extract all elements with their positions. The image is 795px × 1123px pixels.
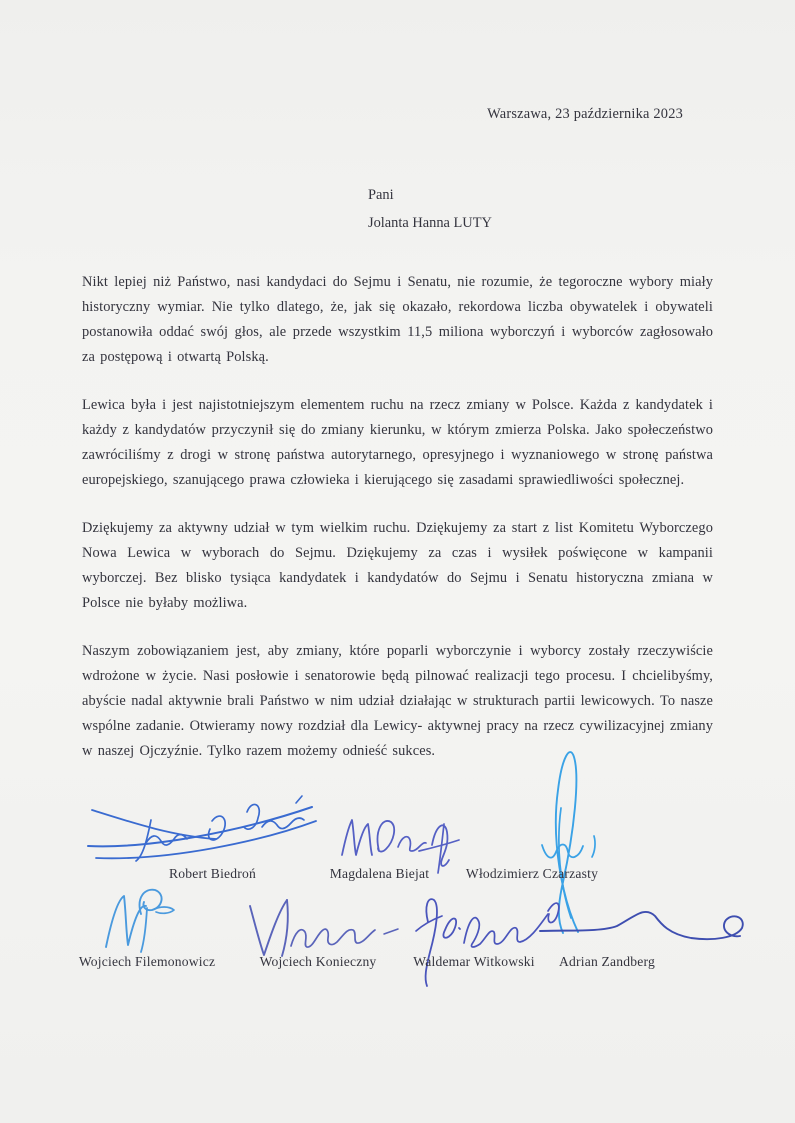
signatory-name-wojciech-filemonowicz: Wojciech Filemonowicz (78, 954, 216, 969)
paragraph-3: Dziękujemy za aktywny udział w tym wielkim ruchu. Dziękujemy za start z list Komitetu Wyborczego Nowa Lewica w wyborach do Sejmu. Dziękujemy za czas i wysiłek poświęcone w kampanii wyborczej. Bez blisko tysiąca kandydatek i kandydatów do Sejmu i Senatu historyczna zmiana w Polsce nie byłaby możliwa. (82, 520, 713, 611)
paragraph-1: Nikt lepiej niż Państwo, nasi kandydaci do Sejmu i Senatu, nie rozumie, że tegoroczne wybory miały historyczny wymiar. Nie tylko dlatego, że, jak się okazało, rekordowa liczba obywatelek i obywateli postanowiła oddać swój głos, ale przede wszystkim 11,5 miliona wyborczyń i wyborców zagłosowało za postępową i otwartą Polską. (82, 274, 713, 365)
signature-waldemar-witkowski-ink (416, 899, 559, 986)
date-line: Warszawa, 23 października 2023 (487, 106, 683, 122)
signatory-name-magdalena-biejat: Magdalena Biejat (329, 866, 430, 881)
signatory-name-robert-biedron: Robert Biedroń (169, 866, 256, 881)
recipient-name: Jolanta Hanna LUTY (368, 215, 492, 231)
paragraph-2: Lewica była i jest najistotniejszym elementem ruchu na rzecz zmiany w Polsce. Każda z kandydatek i każdy z kandydatów przyczynił się do zmiany kierunku, w którym zmierza Polska. Jako społeczeństwo zawróciliśmy z drogi w stronę państwa autorytarnego, opresyjnego i wyznaniowego w stronę państwa europejskiego, szanującego prawa człowieka i kierującego się zasadami sprawiedliwości społecznej. (82, 397, 713, 488)
recipient-block (368, 181, 492, 237)
signature-wojciech-konieczny-ink (250, 900, 398, 956)
signature-adrian-zandberg-ink (540, 912, 743, 939)
signature-wojciech-filemonowicz-ink (106, 890, 174, 952)
recipient-salutation: Pani (368, 187, 394, 203)
letter-body (82, 270, 713, 787)
signatory-name-wojciech-konieczny: Wojciech Konieczny (259, 954, 377, 969)
signature-robert-biedron-ink (88, 796, 316, 861)
signatory-name-adrian-zandberg: Adrian Zandberg (559, 954, 655, 969)
signatory-name-wlodzimierz-czarzasty: Włodzimierz Czarzasty (465, 866, 599, 881)
signatory-name-waldemar-witkowski: Waldemar Witkowski (413, 954, 535, 969)
paragraph-4: Naszym zobowiązaniem jest, aby zmiany, które poparli wyborczynie i wyborcy zostały rzeczywiście wdrożone w życie. Nasi posłowie i senatorowie będą pilnować realizacji tego procesu. I chcielibyśmy, abyście nadal aktywnie brali Państwo w nim udział działając w strukturach partii lewicowych. To nasze wspólne zadanie. Otwieramy nowy rozdział dla Lewicy- aktywnej pracy na rzecz cywilizacyjnej zmiany w naszej Ojczyźnie. Tylko razem możemy odnieść sukces. (82, 643, 713, 759)
